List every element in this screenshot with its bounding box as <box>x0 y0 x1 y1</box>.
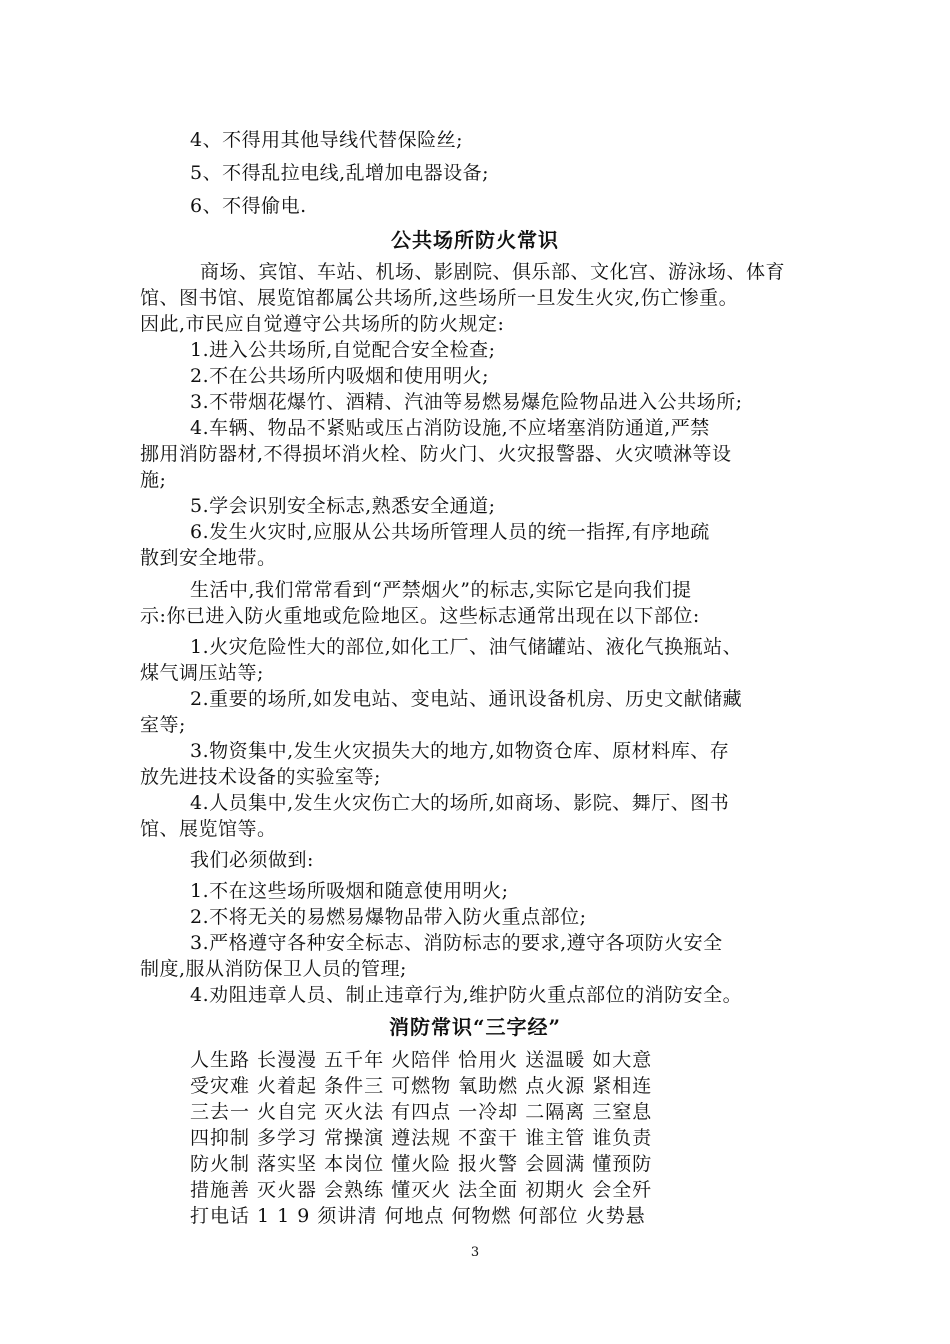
verse-line: 措施善 灭火器 会熟练 懂灭火 法全面 初期火 会全歼 <box>190 1179 653 1201</box>
verse-line: 打电话 1 1 9 须讲清 何地点 何物燃 何部位 火势悬 <box>190 1205 646 1227</box>
must-do-heading: 我们必须做到: <box>190 849 314 871</box>
rule-line: 6.发生火灾时,应服从公共场所管理人员的统一指挥,有序地疏 <box>190 521 710 543</box>
must-do-line: 4.劝阻违章人员、制止违章行为,维护防火重点部位的消防安全。 <box>190 984 743 1006</box>
paragraph-line: 生活中,我们常常看到“严禁烟火”的标志,实际它是向我们提 <box>190 579 692 601</box>
page-number: 3 <box>470 1245 480 1260</box>
item-line: 5、不得乱拉电线,乱增加电器设备; <box>190 162 490 184</box>
item-line: 4、不得用其他导线代替保险丝; <box>190 129 463 151</box>
rule-line: 散到安全地带。 <box>140 547 277 569</box>
must-do-line: 制度,服从消防保卫人员的管理; <box>140 958 407 980</box>
location-line: 3.物资集中,发生火灾损失大的地方,如物资仓库、原材料库、存 <box>190 740 730 762</box>
verse-line: 三去一 火自完 灭火法 有四点 一冷却 二隔离 三窒息 <box>190 1101 653 1123</box>
location-line: 室等; <box>140 714 186 736</box>
location-line: 2.重要的场所,如发电站、变电站、通讯设备机房、历史文献储藏 <box>190 688 743 710</box>
paragraph-line: 商场、宾馆、车站、机场、影剧院、俱乐部、文化宫、游泳场、体育 <box>200 261 786 283</box>
verse-line: 四抑制 多学习 常操演 遵法规 不蛮干 谁主管 谁负责 <box>190 1127 653 1149</box>
rule-line: 1.进入公共场所,自觉配合安全检查; <box>190 339 496 361</box>
paragraph-line: 馆、图书馆、展览馆都属公共场所,这些场所一旦发生火灾,伤亡惨重。 <box>140 287 739 309</box>
rule-line: 2.不在公共场所内吸烟和使用明火; <box>190 365 490 387</box>
must-do-line: 2.不将无关的易燃易爆物品带入防火重点部位; <box>190 906 587 928</box>
rule-line: 5.学会识别安全标志,熟悉安全通道; <box>190 495 496 517</box>
location-line: 1.火灾危险性大的部位,如化工厂、油气储罐站、液化气换瓶站、 <box>190 636 743 658</box>
paragraph-line: 示:你已进入防火重地或危险地区。这些标志通常出现在以下部位: <box>140 605 700 627</box>
verse-line: 受灾难 火着起 条件三 可燃物 氧助燃 点火源 紧相连 <box>190 1075 653 1097</box>
section-title-public-places: 公共场所防火常识 <box>391 228 559 252</box>
location-line: 煤气调压站等; <box>140 662 264 684</box>
must-do-line: 3.严格遵守各种安全标志、消防标志的要求,遵守各项防火安全 <box>190 932 723 954</box>
must-do-line: 1.不在这些场所吸烟和随意使用明火; <box>190 880 509 902</box>
paragraph-line: 因此,市民应自觉遵守公共场所的防火规定: <box>140 313 505 335</box>
location-line: 4.人员集中,发生火灾伤亡大的场所,如商场、影院、舞厅、图书 <box>190 792 730 814</box>
section-title-fire-verse: 消防常识“三字经” <box>388 1015 561 1039</box>
rule-line: 4.车辆、物品不紧贴或压占消防设施,不应堵塞消防通道,严禁 <box>190 417 710 439</box>
rule-line: 施; <box>140 469 167 491</box>
item-line: 6、不得偷电. <box>190 195 307 217</box>
verse-line: 人生路 长漫漫 五千年 火陪伴 恰用火 送温暖 如大意 <box>190 1049 653 1071</box>
location-line: 放先进技术设备的实验室等; <box>140 766 381 788</box>
rule-line: 挪用消防器材,不得损坏消火栓、防火门、火灾报警器、火灾喷淋等设 <box>140 443 732 465</box>
verse-line: 防火制 落实坚 本岗位 懂火险 报火警 会圆满 懂预防 <box>190 1153 653 1175</box>
rule-line: 3.不带烟花爆竹、酒精、汽油等易燃易爆危险物品进入公共场所; <box>190 391 743 413</box>
location-line: 馆、展览馆等。 <box>140 818 277 840</box>
